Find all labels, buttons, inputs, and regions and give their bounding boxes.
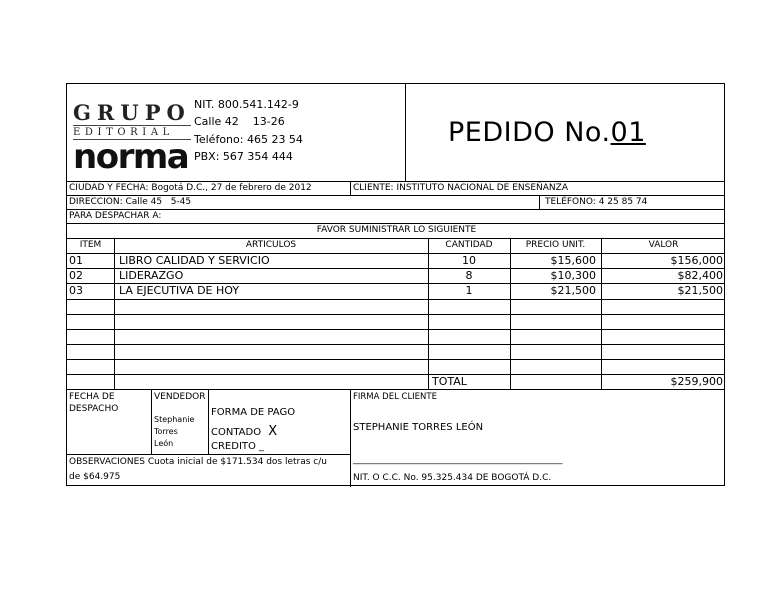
company-pbx: PBX: 567 354 444 (194, 150, 293, 163)
payment-cash (211, 424, 277, 439)
client-id-line: NIT. O C.C. No. 95.325.434 DE BOGOTÁ D.C. (353, 473, 552, 483)
signature-line: ___________________________________________________ (353, 455, 563, 465)
row-quantity: 8 (465, 269, 473, 282)
total-value: $259,900 (670, 375, 723, 388)
row-quantity: 10 (462, 254, 476, 267)
header-value: VALOR (648, 240, 679, 250)
seller-label: VENDEDOR (154, 392, 206, 402)
payment-cash-mark: X (268, 424, 278, 439)
row-item: 01 (69, 254, 83, 267)
header-articles: ARTICULOS (245, 240, 297, 250)
signature-name: STEPHANIE TORRES LEÓN (353, 422, 484, 433)
header-unit-price: PRECIO UNIT. (525, 240, 586, 250)
company-nit: NIT. 800.541.142-9 (194, 98, 299, 111)
payment-label: FORMA DE PAGO (211, 407, 296, 418)
logo-norma-text: norma (73, 137, 189, 177)
row-article: LA EJECUTIVA DE HOY (119, 284, 240, 297)
total-label: TOTAL (432, 375, 467, 388)
company-address: Calle 42 13-26 (194, 115, 285, 128)
row-item: 03 (69, 284, 83, 297)
observations-line-1: OBSERVACIONES Cuota inicial de $171.534 dos letras c/u (69, 457, 327, 467)
address-field: DIRECCION: Calle 45 5-45 (69, 197, 192, 207)
phone-field: TELÉFONO: 4 25 85 74 (545, 197, 648, 207)
row-unit-price: $15,600 (550, 254, 596, 267)
signature-label: FIRMA DEL CLIENTE (353, 392, 437, 402)
order-title-prefix: PEDIDO No. (448, 117, 611, 148)
row-article: LIBRO CALIDAD Y SERVICIO (119, 254, 270, 267)
logo-grupo-text: GRUPO (73, 100, 191, 125)
payment-credit: CREDITO _ (211, 441, 265, 452)
company-logo (73, 100, 191, 177)
row-unit-price: $10,300 (550, 269, 596, 282)
row-value: $156,000 (670, 254, 723, 267)
row-value: $82,400 (677, 269, 723, 282)
purchase-order-form (66, 83, 725, 486)
table-caption: FAVOR SUMINISTRAR LO SIGUIENTE (316, 225, 477, 235)
company-phone: Teléfono: 465 23 54 (194, 133, 303, 146)
logo-editorial-text: EDITORIAL (73, 125, 191, 140)
observations-line-2: de $64.975 (69, 472, 121, 482)
seller-name-line-1: Stephanie (154, 415, 195, 424)
row-value: $21,500 (677, 284, 723, 297)
dispatch-date-label-1: FECHA DE (69, 392, 115, 402)
client-field: CLIENTE: INSTITUTO NACIONAL DE ENSEÑANZA (353, 183, 568, 193)
header-item: ITEM (79, 240, 102, 250)
row-article: LIDERAZGO (119, 269, 184, 282)
order-title (448, 117, 646, 148)
row-item: 02 (69, 269, 83, 282)
seller-name-line-3: León (154, 439, 174, 448)
header-quantity: CANTIDAD (445, 240, 493, 250)
seller-name (154, 414, 194, 450)
dispatch-date-label-2: DESPACHO (69, 404, 119, 414)
city-date-field: CIUDAD Y FECHA: Bogotá D.C., 27 de febrero de 2012 (69, 183, 312, 193)
row-unit-price: $21,500 (550, 284, 596, 297)
dispatch-field: PARA DESPACHAR A: (69, 211, 162, 221)
seller-name-line-2: Torres (154, 427, 178, 436)
payment-cash-label: CONTADO (211, 427, 262, 438)
row-quantity: 1 (465, 284, 473, 297)
order-number: 01 (610, 117, 646, 148)
